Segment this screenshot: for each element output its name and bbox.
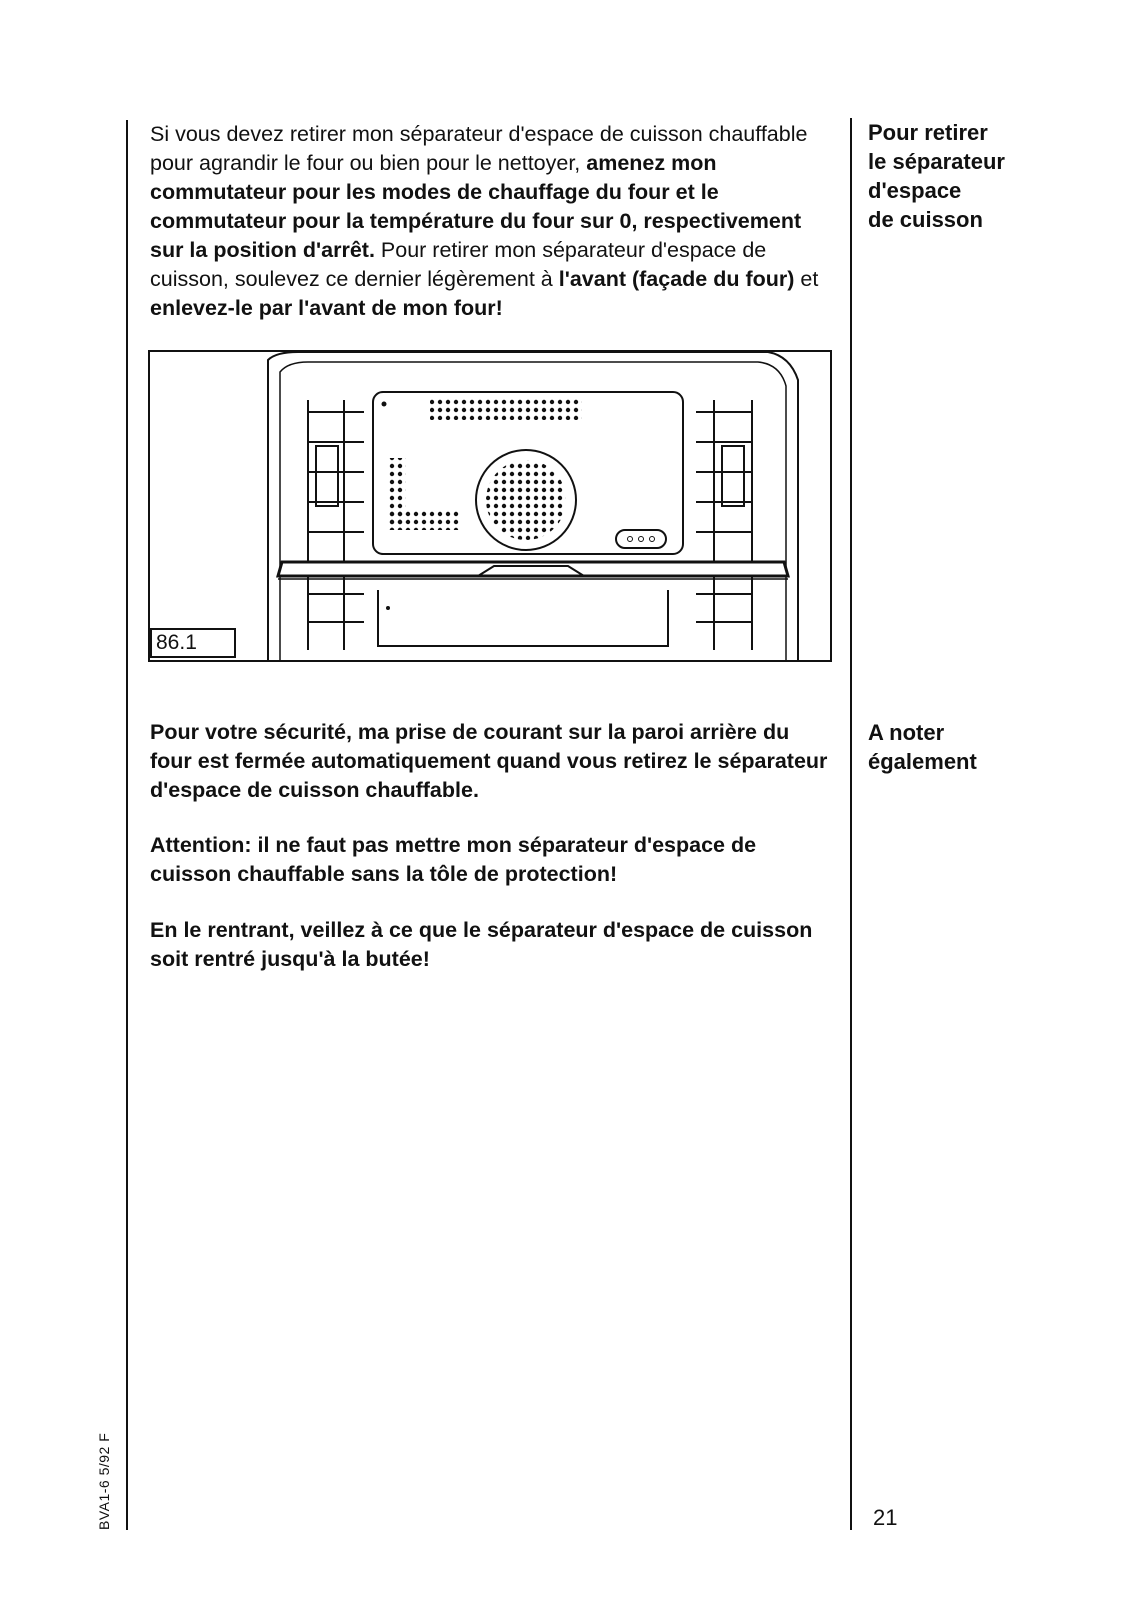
side-heading-notes	[868, 718, 1118, 776]
intro-seg-4: et	[794, 267, 819, 291]
side-heading-line: le séparateur	[868, 149, 1005, 174]
side-heading-line: de cuisson	[868, 207, 983, 232]
side-heading-line: également	[868, 749, 977, 774]
left-margin-rule	[126, 120, 128, 1530]
oven-interior-illustration	[148, 350, 832, 662]
page-number: 21	[873, 1505, 898, 1530]
safety-paragraph: Pour votre sécurité, ma prise de courant sur la paroi arrière du four est fermée automatiquement quand vous retirez le séparateur d'espace de cuisson chauffable.	[150, 720, 828, 802]
side-heading-remove	[868, 118, 1118, 234]
side-heading-line: Pour retirer	[868, 120, 988, 145]
reinsert-paragraph: En le rentrant, veillez à ce que le séparateur d'espace de cuisson soit rentré jusqu'à la butée!	[150, 918, 813, 971]
document-code: BVA1-6 5/92 F	[96, 1432, 112, 1530]
column-divider-rule	[850, 118, 852, 1530]
figure-label: 86.1	[150, 628, 236, 658]
intro-seg-1: amenez mon commutateur pour les modes de chauffage du four et le commutateur pour la température du four sur 0, respectivement sur la position d'arrêt.	[150, 151, 802, 262]
intro-seg-0: Si vous devez retirer mon séparateur d'espace de cuisson chauffable pour agrandir le four ou bien pour le nettoyer,	[150, 122, 808, 175]
intro-seg-5: enlevez-le par l'avant de mon four!	[150, 296, 503, 320]
attention-paragraph: Attention: il ne faut pas mettre mon séparateur d'espace de cuisson chauffable sans la tôle de protection!	[150, 833, 757, 886]
intro-paragraph	[150, 120, 830, 323]
side-heading-line: A noter	[868, 720, 945, 745]
intro-seg-2: Pour retirer mon séparateur d'espace de cuisson, soulevez ce dernier légèrement à	[150, 238, 767, 291]
side-heading-line: d'espace	[868, 178, 962, 203]
intro-seg-3: l'avant (façade du four)	[558, 267, 795, 291]
